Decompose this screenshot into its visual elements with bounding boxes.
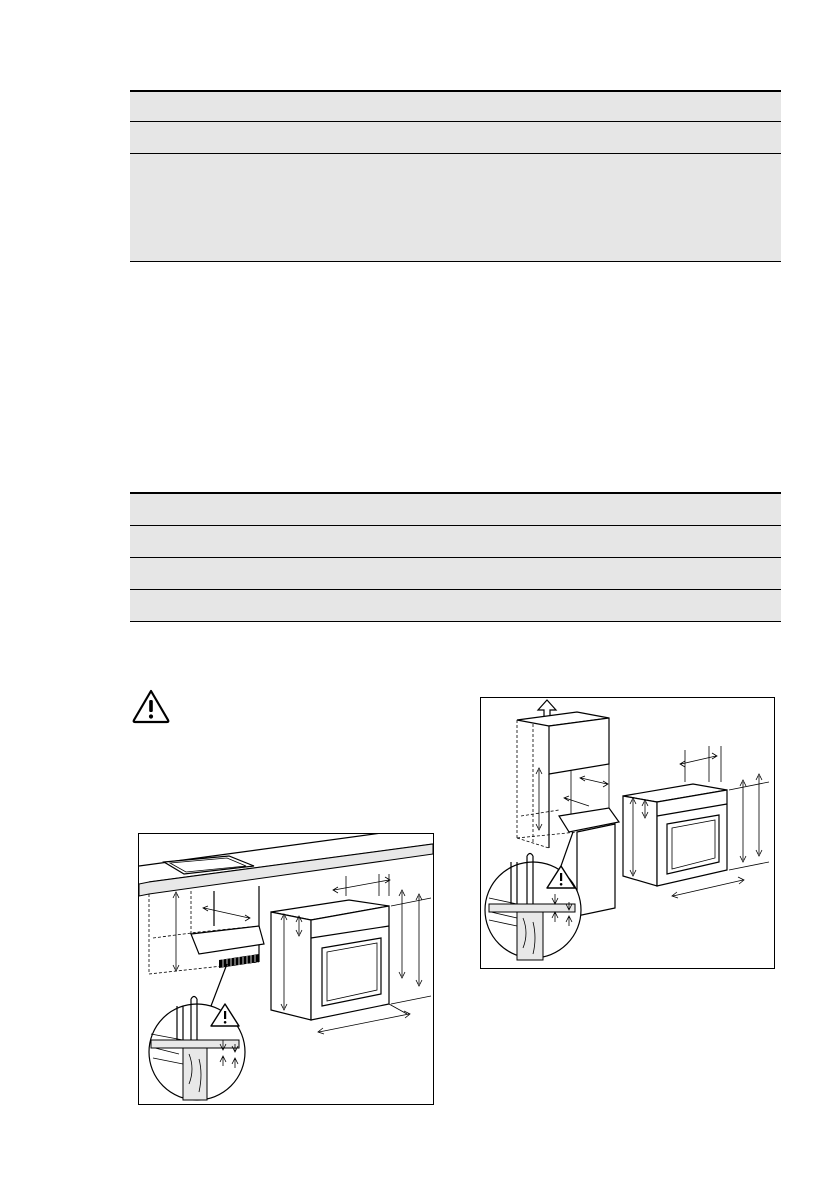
table-row (130, 558, 781, 590)
warning-triangle-icon (131, 688, 171, 724)
under-counter-diagram-drawing (139, 834, 433, 1104)
table-row (130, 492, 781, 526)
table-row (130, 90, 781, 122)
table-row (130, 590, 781, 622)
oven-tall-cabinet-installation-diagram (480, 697, 775, 969)
table-row (130, 122, 781, 154)
table-top (130, 90, 781, 262)
table-row (130, 154, 781, 262)
table-row (130, 526, 781, 558)
table-bottom (130, 492, 781, 622)
tall-cabinet-diagram-drawing (481, 698, 774, 968)
oven-under-counter-installation-diagram (138, 833, 434, 1105)
